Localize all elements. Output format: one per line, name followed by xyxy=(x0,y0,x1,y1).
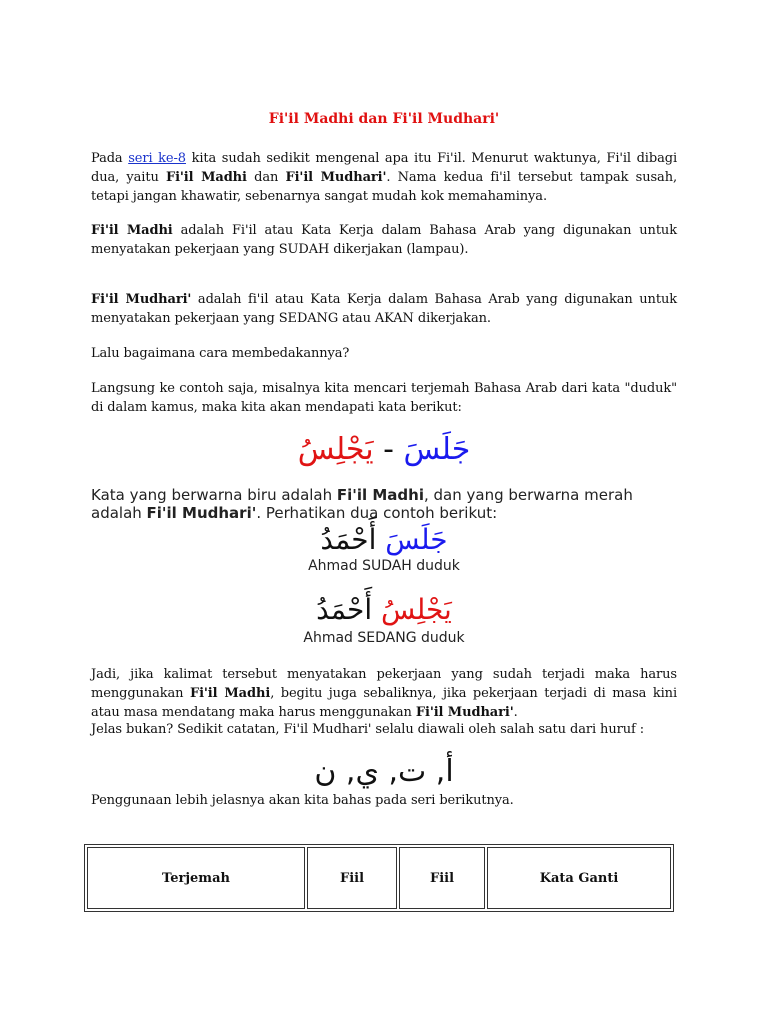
seri-link[interactable]: seri ke-8 xyxy=(128,151,186,166)
note-text: . Perhatikan dua contoh berikut: xyxy=(256,504,498,522)
table-header-cell: Fiil xyxy=(399,847,485,909)
definition-text: adalah Fi'il atau Kata Kerja dalam Bahasa Arab yang digunakan untuk menyatakan pekerjaan yang SUDAH dikerjakan (lampau). xyxy=(91,223,677,257)
mudhari-definition xyxy=(91,290,677,328)
intro-paragraph xyxy=(91,149,677,206)
term-mudhari: Fi'il Mudhari' xyxy=(91,292,192,307)
verb-pair xyxy=(0,430,768,470)
example-1-caption: Ahmad SUDAH duduk xyxy=(308,558,460,574)
note-text: Jelas bukan? Sedikit catatan, Fi'il Mudhari' selalu diawali oleh salah satu dari huruf : xyxy=(91,722,645,737)
conclusion-text: . xyxy=(513,705,518,720)
intro-text: . Nama kedua fi'il tersebut tampak susah, tetapi jangan khawatir, sebenarnya sangat mudah kok memahaminya. xyxy=(91,170,677,204)
intro-text: kita sudah sedikit mengenal apa itu Fi'il. Menurut waktunya, Fi'il dibagi dua, yaitu xyxy=(91,151,677,185)
term-madhi: Fi'il Madhi xyxy=(336,486,424,504)
madhi-definition xyxy=(91,221,677,259)
table-header-row xyxy=(87,847,671,909)
example-1-sentence xyxy=(0,522,768,558)
madhi-word: جَلَسَ xyxy=(385,523,448,556)
term-madhi: Fi'il Madhi xyxy=(165,170,247,185)
madhi-word: جَلَسَ xyxy=(403,432,471,467)
color-note xyxy=(91,486,677,522)
table-header-cell: Fiil xyxy=(307,847,397,909)
conclusion-paragraph xyxy=(91,665,677,722)
table-header-cell: Terjemah xyxy=(87,847,305,909)
conclusion-text: , begitu juga sebaliknya, jika pekerjaan terjadi di masa kini atau masa mendatang maka harus menggunakan xyxy=(91,686,677,720)
intro-text: Pada xyxy=(91,151,129,166)
term-madhi: Fi'il Madhi xyxy=(91,223,173,238)
mudhari-word: يَجْلِسُ xyxy=(297,432,374,467)
note-text: , dan yang berwarna merah adalah xyxy=(91,486,633,522)
note-text: Kata yang berwarna biru adalah xyxy=(91,486,337,504)
question-text: Lalu bagaimana cara membedakannya? xyxy=(91,346,350,361)
term-madhi: Fi'il Madhi xyxy=(189,686,271,701)
mudhari-prefix-letters: أ, ت, ي, ن xyxy=(314,754,454,789)
example-intro: Langsung ke contoh saja, misalnya kita mencari terjemah Bahasa Arab dari kata "duduk" di dalam kamus, maka kita akan mendapati kata berikut: xyxy=(91,381,677,415)
example-2-caption: Ahmad SEDANG duduk xyxy=(303,630,465,646)
subject-word: أَحْمَدُ xyxy=(320,523,377,556)
verb-table xyxy=(84,844,674,912)
definition-text: adalah fi'il atau Kata Kerja dalam Bahasa Arab yang digunakan untuk menyatakan pekerjaan yang SEDANG atau AKAN dikerjakan. xyxy=(91,292,677,326)
term-mudhari: Fi'il Mudhari' xyxy=(146,504,257,522)
example-2-sentence xyxy=(0,592,768,628)
term-mudhari: Fi'il Mudhari' xyxy=(415,705,514,720)
page-title: Fi'il Madhi dan Fi'il Mudhari' xyxy=(268,111,500,127)
intro-text: dan xyxy=(246,170,286,185)
next-series-text: Penggunaan lebih jelasnya akan kita bahas pada seri berikutnya. xyxy=(91,793,514,808)
conclusion-text: Jadi, jika kalimat tersebut menyatakan pekerjaan yang sudah terjadi maka harus menggunakan xyxy=(91,667,677,701)
pair-separator: - xyxy=(373,432,404,467)
subject-word: أَحْمَدُ xyxy=(316,593,373,626)
table-header-cell: Kata Ganti xyxy=(487,847,671,909)
mudhari-word: يَجْلِسُ xyxy=(381,593,452,626)
term-mudhari: Fi'il Mudhari' xyxy=(285,170,387,185)
